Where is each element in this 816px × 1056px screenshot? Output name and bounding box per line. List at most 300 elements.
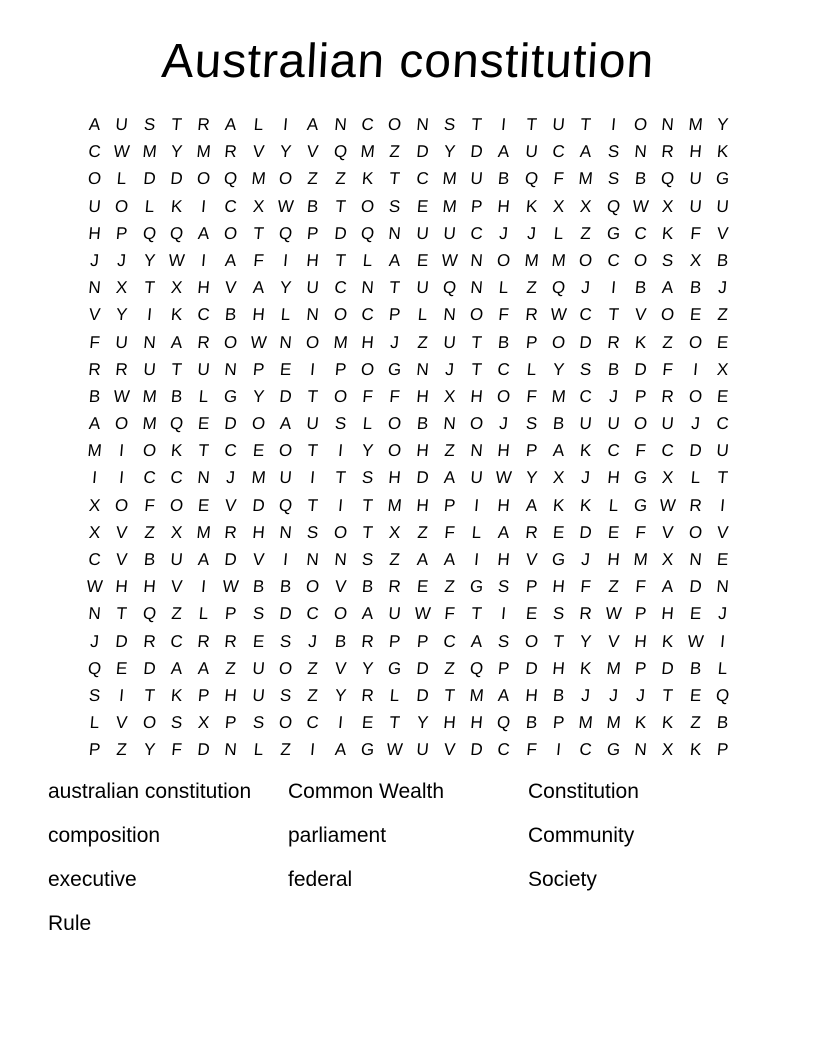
grid-letter: C xyxy=(224,440,239,460)
grid-letter: V xyxy=(224,495,238,515)
grid-letter: T xyxy=(170,359,183,379)
grid-letter: Z xyxy=(689,712,702,732)
grid-letter: E xyxy=(197,495,211,515)
grid-letter: O xyxy=(114,196,130,216)
word-list-column xyxy=(528,779,768,955)
grid-letter: K xyxy=(579,440,593,460)
grid-letter: G xyxy=(387,359,403,379)
grid-letter: E xyxy=(552,522,566,542)
grid-letter: O xyxy=(305,576,321,596)
grid-letter: N xyxy=(87,603,102,623)
grid-letter: A xyxy=(251,277,265,297)
grid-letter: O xyxy=(496,250,512,270)
grid-letter: J xyxy=(499,223,510,243)
grid-letter: K xyxy=(170,685,184,705)
grid-letter: H xyxy=(251,304,266,324)
grid-letter: B xyxy=(606,359,620,379)
grid-letter: T xyxy=(388,712,401,732)
word-list-item: Rule xyxy=(48,912,92,935)
grid-letter: P xyxy=(552,712,566,732)
grid-letter: B xyxy=(634,168,648,188)
grid-letter: J xyxy=(580,549,592,569)
grid-letter: E xyxy=(415,196,429,216)
grid-letter: O xyxy=(523,631,539,651)
grid-letter: Z xyxy=(279,739,292,759)
grid-letter: X xyxy=(716,359,730,379)
grid-letter: U xyxy=(688,168,703,188)
grid-letter: Y xyxy=(579,631,593,651)
grid-letter: M xyxy=(578,168,594,188)
grid-letter: L xyxy=(553,223,565,243)
grid-letter: D xyxy=(224,549,239,569)
grid-letter: U xyxy=(715,196,730,216)
grid-letter: F xyxy=(361,386,374,406)
grid-letter: U xyxy=(306,413,321,433)
grid-letter: C xyxy=(87,549,102,569)
grid-letter: H xyxy=(224,685,239,705)
grid-letter: L xyxy=(198,386,210,406)
grid-letter: A xyxy=(661,277,675,297)
grid-letter: X xyxy=(170,277,184,297)
grid-letter: Y xyxy=(170,141,184,161)
grid-letter: F xyxy=(634,440,647,460)
grid-letter: I xyxy=(500,603,508,623)
grid-letter: F xyxy=(525,386,538,406)
grid-letter: W xyxy=(113,141,131,161)
grid-letter: G xyxy=(715,168,730,188)
grid-letter: P xyxy=(716,739,730,759)
grid-letter: M xyxy=(605,712,622,732)
word-search-grid xyxy=(81,111,736,764)
grid-letter: I xyxy=(337,495,344,515)
grid-letter: X xyxy=(661,196,675,216)
grid-letter: B xyxy=(688,658,702,678)
grid-letter: S xyxy=(361,549,375,569)
grid-letter: Y xyxy=(361,658,375,678)
grid-letter: J xyxy=(89,631,100,651)
grid-letter: B xyxy=(552,685,566,705)
grid-letter: V xyxy=(115,712,129,732)
grid-letter: C xyxy=(169,631,184,651)
grid-letter: Y xyxy=(251,386,265,406)
grid-letter: Y xyxy=(552,359,566,379)
grid-letter: P xyxy=(388,304,402,324)
grid-letter: N xyxy=(196,468,211,488)
grid-letter: T xyxy=(307,386,320,406)
grid-letter: X xyxy=(88,522,102,542)
grid-letter: R xyxy=(524,304,539,324)
grid-letter: N xyxy=(142,332,157,352)
grid-letter: O xyxy=(332,304,348,324)
grid-letter: S xyxy=(524,413,538,433)
grid-letter: A xyxy=(443,468,457,488)
grid-letter: W xyxy=(413,603,432,623)
grid-letter: G xyxy=(223,386,239,406)
grid-letter: I xyxy=(692,359,699,379)
grid-letter: I xyxy=(200,196,208,216)
grid-letter: K xyxy=(634,712,648,732)
grid-letter: Z xyxy=(416,522,429,542)
grid-letter: L xyxy=(389,685,401,705)
grid-letter: J xyxy=(717,277,728,297)
grid-letter: U xyxy=(142,359,157,379)
grid-letter: B xyxy=(716,250,730,270)
grid-letter: C xyxy=(497,739,512,759)
grid-letter: T xyxy=(388,168,401,188)
grid-letter: I xyxy=(118,440,126,460)
grid-letter: O xyxy=(387,114,403,134)
grid-letter: E xyxy=(524,603,538,623)
grid-letter: S xyxy=(606,168,620,188)
grid-letter: D xyxy=(469,739,484,759)
grid-letter: Z xyxy=(143,522,156,542)
grid-letter: A xyxy=(497,141,511,161)
grid-letter: T xyxy=(361,495,374,515)
grid-letter: O xyxy=(223,223,239,243)
grid-letter: S xyxy=(497,631,511,651)
grid-letter: O xyxy=(169,495,185,515)
grid-letter: B xyxy=(497,332,511,352)
grid-letter: R xyxy=(660,386,675,406)
grid-letter: W xyxy=(631,196,650,216)
grid-letter: U xyxy=(524,141,539,161)
grid-letter: D xyxy=(142,168,157,188)
grid-letter: Y xyxy=(142,739,156,759)
grid-letter: B xyxy=(634,277,648,297)
grid-letter: I xyxy=(610,277,617,297)
grid-letter: G xyxy=(605,739,621,759)
grid-letter: P xyxy=(333,359,347,379)
grid-letter: N xyxy=(87,277,102,297)
grid-letter: A xyxy=(279,413,293,433)
grid-letter: Z xyxy=(416,332,429,352)
grid-letter: B xyxy=(306,196,320,216)
grid-letter: T xyxy=(252,223,265,243)
grid-letter: P xyxy=(251,359,265,379)
grid-letter: E xyxy=(688,304,702,324)
grid-letter: N xyxy=(224,739,239,759)
grid-letter: X xyxy=(552,196,566,216)
grid-letter: T xyxy=(607,304,620,324)
grid-letter: R xyxy=(524,522,539,542)
grid-letter: H xyxy=(633,631,648,651)
grid-letter: Y xyxy=(716,114,730,134)
grid-letter: J xyxy=(608,386,619,406)
grid-letter: X xyxy=(443,386,457,406)
grid-letter: R xyxy=(688,495,703,515)
grid-letter: C xyxy=(306,603,321,623)
grid-letter: M xyxy=(441,168,458,188)
grid-letter: I xyxy=(473,549,481,569)
grid-letter: S xyxy=(497,576,511,596)
grid-letter: F xyxy=(661,359,674,379)
grid-letter: Z xyxy=(307,658,320,678)
grid-letter: W xyxy=(686,631,705,651)
grid-letter: D xyxy=(469,141,484,161)
grid-letter: C xyxy=(469,223,484,243)
grid-letter: O xyxy=(196,168,212,188)
grid-letter: O xyxy=(496,386,512,406)
grid-letter: U xyxy=(442,223,457,243)
grid-letter: V xyxy=(170,576,184,596)
grid-letter: P xyxy=(443,495,457,515)
grid-letter: Q xyxy=(278,223,294,243)
grid-letter: I xyxy=(309,359,317,379)
word-list-item: Community xyxy=(528,824,635,847)
puzzle-title: Australian constitution xyxy=(160,35,656,88)
grid-letter: H xyxy=(688,141,703,161)
grid-letter: P xyxy=(497,658,511,678)
grid-letter: P xyxy=(306,223,320,243)
grid-letter: N xyxy=(469,440,484,460)
grid-letter: V xyxy=(716,522,730,542)
grid-letter: D xyxy=(633,359,648,379)
grid-letter: A xyxy=(470,631,484,651)
grid-letter: O xyxy=(687,522,703,542)
grid-letter: F xyxy=(634,522,647,542)
grid-letter: D xyxy=(415,141,430,161)
grid-letter: H xyxy=(551,658,566,678)
grid-letter: X xyxy=(579,196,593,216)
grid-letter: C xyxy=(606,250,621,270)
grid-letter: E xyxy=(415,250,429,270)
grid-letter: H xyxy=(442,712,457,732)
grid-letter: U xyxy=(387,603,402,623)
grid-letter: Q xyxy=(223,168,239,188)
grid-letter: T xyxy=(334,250,347,270)
grid-letter: U xyxy=(579,413,593,433)
grid-letter: A xyxy=(388,250,402,270)
grid-letter: E xyxy=(415,576,429,596)
grid-letter: K xyxy=(716,141,730,161)
grid-letter: O xyxy=(360,196,376,216)
grid-letter: H xyxy=(497,196,512,216)
grid-letter: Z xyxy=(307,168,320,188)
grid-letter: K xyxy=(661,631,675,651)
grid-letter: X xyxy=(661,549,675,569)
grid-letter: S xyxy=(279,631,293,651)
grid-letter: W xyxy=(659,495,677,515)
grid-letter: T xyxy=(470,603,483,623)
grid-letter: Q xyxy=(141,603,157,623)
grid-letter: H xyxy=(660,603,675,623)
grid-letter: T xyxy=(470,359,483,379)
grid-letter: P xyxy=(524,332,538,352)
grid-letter: U xyxy=(688,196,703,216)
grid-letter: S xyxy=(88,685,102,705)
grid-letter: L xyxy=(362,250,374,270)
grid-letter: N xyxy=(633,739,648,759)
grid-letter: S xyxy=(142,114,156,134)
grid-letter: Z xyxy=(716,304,729,324)
grid-letter: S xyxy=(251,712,265,732)
grid-letter: Y xyxy=(279,141,293,161)
grid-letter: F xyxy=(498,304,511,324)
grid-letter: M xyxy=(387,495,403,515)
grid-letter: Q xyxy=(551,277,567,297)
grid-letter: D xyxy=(142,658,157,678)
grid-letter: C xyxy=(551,141,566,161)
grid-letter: M xyxy=(250,168,267,188)
grid-letter: R xyxy=(224,522,239,542)
grid-letter: W xyxy=(85,576,104,596)
grid-letter: Z xyxy=(443,576,456,596)
grid-letter: Q xyxy=(605,196,621,216)
grid-letter: I xyxy=(555,739,562,759)
grid-letter: U xyxy=(660,413,675,433)
grid-letter: K xyxy=(579,658,593,678)
grid-letter: N xyxy=(360,277,375,297)
grid-letter: I xyxy=(118,685,126,705)
grid-letter: I xyxy=(118,468,126,488)
grid-letter: W xyxy=(549,304,568,324)
grid-letter: M xyxy=(195,522,212,542)
grid-letter: J xyxy=(717,603,728,623)
grid-letter: G xyxy=(633,468,649,488)
grid-letter: L xyxy=(252,114,265,134)
grid-letter: F xyxy=(252,250,265,270)
grid-letter: T xyxy=(170,114,183,134)
grid-letter: N xyxy=(415,359,430,379)
grid-letter: A xyxy=(88,114,102,134)
grid-letter: L xyxy=(116,168,128,188)
grid-letter: J xyxy=(526,223,537,243)
grid-letter: S xyxy=(443,114,457,134)
grid-letter: R xyxy=(360,685,375,705)
grid-letter: Q xyxy=(469,658,485,678)
grid-letter: G xyxy=(360,739,376,759)
grid-letter: F xyxy=(525,739,538,759)
grid-letter: K xyxy=(361,168,375,188)
grid-letter: H xyxy=(497,440,512,460)
grid-letter: A xyxy=(197,549,211,569)
grid-letter: O xyxy=(278,658,294,678)
grid-letter: K xyxy=(661,223,675,243)
grid-letter: X xyxy=(251,196,265,216)
grid-letter: O xyxy=(332,386,348,406)
grid-letter: T xyxy=(470,332,483,352)
grid-letter: G xyxy=(605,223,621,243)
grid-letter: X xyxy=(197,712,211,732)
grid-letter: Z xyxy=(307,685,320,705)
grid-letter: C xyxy=(633,223,648,243)
grid-letter: U xyxy=(715,440,730,460)
grid-letter: A xyxy=(197,658,211,678)
grid-letter: I xyxy=(282,250,289,270)
grid-letter: D xyxy=(196,739,211,759)
grid-letter: M xyxy=(141,413,158,433)
grid-letter: H xyxy=(497,549,512,569)
grid-letter: F xyxy=(170,739,183,759)
grid-letter: V xyxy=(606,631,620,651)
grid-letter: Z xyxy=(580,223,593,243)
grid-letter: D xyxy=(169,168,184,188)
word-list-column xyxy=(48,779,288,955)
grid-letter: P xyxy=(524,440,538,460)
grid-letter: K xyxy=(688,739,702,759)
word-list-item: federal xyxy=(288,868,353,891)
grid-letter: M xyxy=(359,141,376,161)
grid-letter: M xyxy=(141,141,158,161)
grid-letter: N xyxy=(278,332,293,352)
grid-letter: A xyxy=(497,522,511,542)
grid-letter: N xyxy=(469,277,484,297)
grid-letter: S xyxy=(661,250,675,270)
grid-letter: M xyxy=(195,141,212,161)
word-list-item: australian constitution xyxy=(48,780,252,803)
grid-letter: I xyxy=(200,576,208,596)
grid-letter: F xyxy=(552,168,565,188)
grid-letter: R xyxy=(87,359,102,379)
grid-letter: S xyxy=(579,359,593,379)
grid-letter: R xyxy=(360,631,375,651)
grid-letter: B xyxy=(415,413,429,433)
grid-letter: L xyxy=(198,603,210,623)
grid-letter: U xyxy=(551,114,566,134)
grid-letter: N xyxy=(415,114,430,134)
grid-letter: U xyxy=(415,223,430,243)
grid-letter: E xyxy=(716,386,730,406)
grid-letter: N xyxy=(387,223,402,243)
grid-letter: Z xyxy=(607,576,620,596)
grid-letter: O xyxy=(687,332,703,352)
grid-letter: E xyxy=(279,359,293,379)
grid-letter: I xyxy=(500,114,508,134)
grid-letter: E xyxy=(361,712,375,732)
grid-letter: M xyxy=(86,440,103,460)
grid-letter: I xyxy=(610,114,617,134)
grid-letter: R xyxy=(224,141,239,161)
grid-letter: C xyxy=(360,114,375,134)
grid-letter: X xyxy=(170,522,184,542)
grid-letter: Z xyxy=(388,141,401,161)
grid-letter: F xyxy=(443,603,456,623)
grid-letter: D xyxy=(415,658,430,678)
grid-letter: I xyxy=(337,440,344,460)
grid-letter: Q xyxy=(169,413,185,433)
grid-letter: A xyxy=(443,549,457,569)
grid-letter: D xyxy=(688,440,703,460)
grid-letter: Z xyxy=(170,603,183,623)
grid-letter: V xyxy=(716,223,730,243)
grid-letter: O xyxy=(141,712,157,732)
grid-letter: M xyxy=(605,658,622,678)
grid-letter: C xyxy=(715,413,730,433)
grid-letter: H xyxy=(606,468,621,488)
grid-letter: X xyxy=(115,277,129,297)
grid-letter: U xyxy=(469,468,484,488)
grid-letter: R xyxy=(387,576,402,596)
grid-letter: G xyxy=(387,658,403,678)
grid-letter: O xyxy=(633,413,649,433)
grid-letter: U xyxy=(87,196,102,216)
grid-letter: E xyxy=(688,685,702,705)
grid-letter: H xyxy=(115,576,129,596)
grid-letter: E xyxy=(716,332,730,352)
grid-letter: U xyxy=(415,739,430,759)
grid-letter: Q xyxy=(278,495,294,515)
grid-letter: B xyxy=(170,386,184,406)
grid-letter: O xyxy=(332,522,348,542)
grid-letter: V xyxy=(443,739,457,759)
grid-letter: T xyxy=(716,468,729,488)
grid-letter: J xyxy=(608,685,619,705)
grid-letter: F xyxy=(143,495,156,515)
grid-letter: H xyxy=(387,468,402,488)
grid-letter: A xyxy=(306,114,320,134)
grid-letter: L xyxy=(716,658,729,678)
grid-letter: Z xyxy=(443,440,456,460)
